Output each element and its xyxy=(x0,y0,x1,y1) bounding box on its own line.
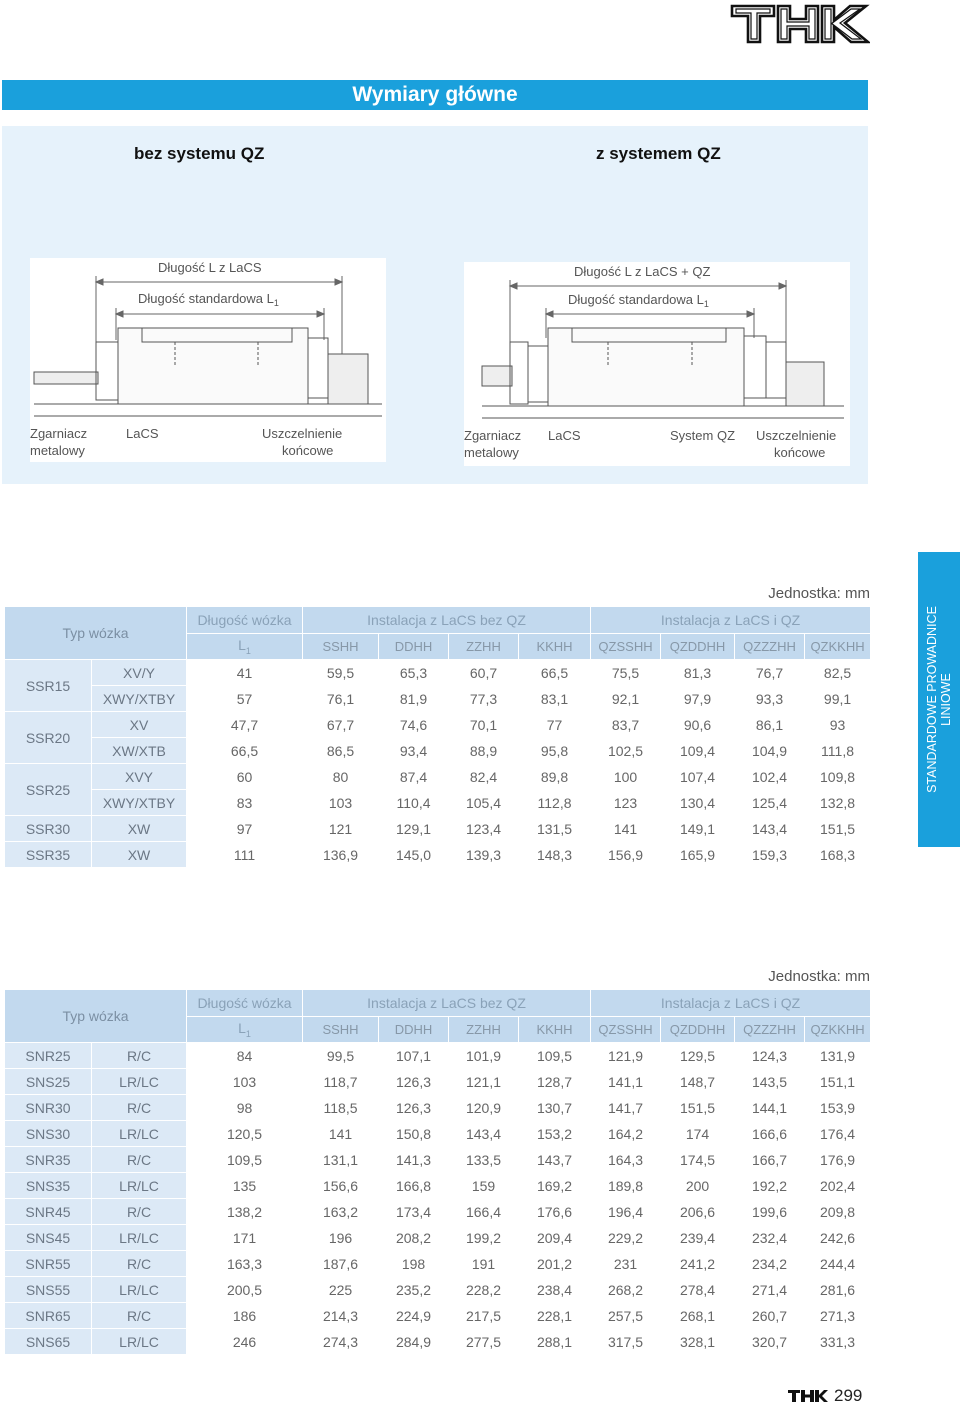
column-header-qzkkhh: QZKKHH xyxy=(805,1017,871,1043)
value-cell: 153,2 xyxy=(519,1121,591,1147)
model-name: SNS25 xyxy=(5,1069,92,1095)
model-name: SNR65 xyxy=(5,1303,92,1329)
value-cell: 159,3 xyxy=(735,842,805,868)
value-cell: 260,7 xyxy=(735,1303,805,1329)
thk-logo-small xyxy=(788,1389,828,1403)
value-cell: 186 xyxy=(187,1303,303,1329)
block-variant: XV/Y xyxy=(92,660,187,686)
value-cell: 93,4 xyxy=(379,738,449,764)
value-cell: 89,8 xyxy=(519,764,591,790)
value-cell: 107,4 xyxy=(661,764,735,790)
value-cell: 83,7 xyxy=(591,712,661,738)
value-cell: 209,4 xyxy=(519,1225,591,1251)
column-header-qzddhh: QZDDHH xyxy=(661,1017,735,1043)
value-cell: 103 xyxy=(187,1069,303,1095)
value-cell: 59,5 xyxy=(303,660,379,686)
value-cell: 81,3 xyxy=(661,660,735,686)
value-cell: 284,9 xyxy=(379,1329,449,1355)
table-row xyxy=(5,738,871,764)
value-cell: 145,0 xyxy=(379,842,449,868)
table-row xyxy=(5,1251,871,1277)
value-cell: 84 xyxy=(187,1043,303,1069)
value-cell: 104,9 xyxy=(735,738,805,764)
value-cell: 196 xyxy=(303,1225,379,1251)
column-header-zzhh: ZZHH xyxy=(449,1017,519,1043)
subtitle-without-qz: bez systemu QZ xyxy=(134,144,265,163)
column-header-qzsshh: QZSSHH xyxy=(591,634,661,660)
model-name: SNR55 xyxy=(5,1251,92,1277)
value-cell: 118,7 xyxy=(303,1069,379,1095)
value-cell: 166,8 xyxy=(379,1173,449,1199)
table-row xyxy=(5,1303,871,1329)
value-cell: 123,4 xyxy=(449,816,519,842)
section-side-tab xyxy=(918,552,960,847)
value-cell: 105,4 xyxy=(449,790,519,816)
value-cell: 192,2 xyxy=(735,1173,805,1199)
value-cell: 163,2 xyxy=(303,1199,379,1225)
value-cell: 169,2 xyxy=(519,1173,591,1199)
value-cell: 90,6 xyxy=(661,712,735,738)
column-header-qzzzhh: QZZZHH xyxy=(735,1017,805,1043)
value-cell: 87,4 xyxy=(379,764,449,790)
value-cell: 97 xyxy=(187,816,303,842)
value-cell: 176,6 xyxy=(519,1199,591,1225)
length-label: Długość L z LaCS + QZ xyxy=(574,264,711,279)
value-cell: 159 xyxy=(449,1173,519,1199)
value-cell: 214,3 xyxy=(303,1303,379,1329)
value-cell: 320,7 xyxy=(735,1329,805,1355)
value-cell: 99,1 xyxy=(805,686,871,712)
column-header-qzddhh: QZDDHH xyxy=(661,634,735,660)
model-name: SSR30 xyxy=(5,816,92,842)
value-cell: 41 xyxy=(187,660,303,686)
table-row xyxy=(5,1329,871,1355)
value-cell: 176,9 xyxy=(805,1147,871,1173)
column-header-sshh: SSHH xyxy=(303,634,379,660)
value-cell: 60 xyxy=(187,764,303,790)
header-group-with-qz: Instalacja z LaCS i QZ xyxy=(591,607,871,634)
value-cell: 118,5 xyxy=(303,1095,379,1121)
value-cell: 141,1 xyxy=(591,1069,661,1095)
value-cell: 317,5 xyxy=(591,1329,661,1355)
value-cell: 163,3 xyxy=(187,1251,303,1277)
block-variant: LR/LC xyxy=(92,1225,187,1251)
subtitle-with-qz: z systemem QZ xyxy=(596,144,721,163)
value-cell: 82,4 xyxy=(449,764,519,790)
value-cell: 241,2 xyxy=(661,1251,735,1277)
block-variant: LR/LC xyxy=(92,1173,187,1199)
column-header-ddhh: DDHH xyxy=(379,1017,449,1043)
value-cell: 130,7 xyxy=(519,1095,591,1121)
value-cell: 271,4 xyxy=(735,1277,805,1303)
model-name: SSR20 xyxy=(5,712,92,764)
value-cell: 102,5 xyxy=(591,738,661,764)
value-cell: 143,4 xyxy=(735,816,805,842)
value-cell: 143,7 xyxy=(519,1147,591,1173)
value-cell: 126,3 xyxy=(379,1069,449,1095)
value-cell: 156,9 xyxy=(591,842,661,868)
svg-text:Uszczelnienie: Uszczelnienie xyxy=(756,428,837,443)
value-cell: 278,4 xyxy=(661,1277,735,1303)
block-variant: XW xyxy=(92,842,187,868)
model-name: SNS35 xyxy=(5,1173,92,1199)
value-cell: 111 xyxy=(187,842,303,868)
value-cell: 232,4 xyxy=(735,1225,805,1251)
block-drawing-without-qz xyxy=(30,258,386,462)
table-row xyxy=(5,1043,871,1069)
page-title: Wymiary główne xyxy=(2,80,868,110)
value-cell: 57 xyxy=(187,686,303,712)
table1-unit: Jednostka: mm xyxy=(768,585,870,602)
value-cell: 228,1 xyxy=(519,1303,591,1329)
value-cell: 189,8 xyxy=(591,1173,661,1199)
value-cell: 109,5 xyxy=(519,1043,591,1069)
value-cell: 120,5 xyxy=(187,1121,303,1147)
value-cell: 129,5 xyxy=(661,1043,735,1069)
value-cell: 148,3 xyxy=(519,842,591,868)
value-cell: 136,9 xyxy=(303,842,379,868)
value-cell: 99,5 xyxy=(303,1043,379,1069)
value-cell: 150,8 xyxy=(379,1121,449,1147)
value-cell: 74,6 xyxy=(379,712,449,738)
value-cell: 128,7 xyxy=(519,1069,591,1095)
value-cell: 80 xyxy=(303,764,379,790)
value-cell: 149,1 xyxy=(661,816,735,842)
value-cell: 231 xyxy=(591,1251,661,1277)
value-cell: 103 xyxy=(303,790,379,816)
block-variant: LR/LC xyxy=(92,1121,187,1147)
svg-text:końcowe: końcowe xyxy=(282,443,334,458)
block-variant: R/C xyxy=(92,1251,187,1277)
value-cell: 206,6 xyxy=(661,1199,735,1225)
table-row xyxy=(5,816,871,842)
value-cell: 141,3 xyxy=(379,1147,449,1173)
value-cell: 88,9 xyxy=(449,738,519,764)
value-cell: 164,3 xyxy=(591,1147,661,1173)
model-name: SSR15 xyxy=(5,660,92,712)
value-cell: 121 xyxy=(303,816,379,842)
model-name: SSR35 xyxy=(5,842,92,868)
block-variant: R/C xyxy=(92,1095,187,1121)
side-tab-line-2: LINIOWE xyxy=(939,673,953,726)
table-row xyxy=(5,1095,871,1121)
value-cell: 138,2 xyxy=(187,1199,303,1225)
value-cell: 328,1 xyxy=(661,1329,735,1355)
model-name: SNS65 xyxy=(5,1329,92,1355)
value-cell: 166,4 xyxy=(449,1199,519,1225)
value-cell: 135 xyxy=(187,1173,303,1199)
svg-text:końcowe: końcowe xyxy=(774,445,826,460)
value-cell: 228,2 xyxy=(449,1277,519,1303)
value-cell: 109,5 xyxy=(187,1147,303,1173)
value-cell: 129,1 xyxy=(379,816,449,842)
value-cell: 200,5 xyxy=(187,1277,303,1303)
table-row xyxy=(5,764,871,790)
header-group-without-qz: Instalacja z LaCS bez QZ xyxy=(303,990,591,1017)
value-cell: 47,7 xyxy=(187,712,303,738)
value-cell: 148,7 xyxy=(661,1069,735,1095)
value-cell: 274,3 xyxy=(303,1329,379,1355)
side-tab-line-1: STANDARDOWE PROWADNICE xyxy=(925,606,939,793)
value-cell: 65,3 xyxy=(379,660,449,686)
block-drawing-with-qz xyxy=(464,262,850,466)
value-cell: 66,5 xyxy=(187,738,303,764)
header-l1: $L_1$ xyxy=(187,634,303,660)
model-name: SNR35 xyxy=(5,1147,92,1173)
value-cell: 288,1 xyxy=(519,1329,591,1355)
model-name: SNS45 xyxy=(5,1225,92,1251)
value-cell: 125,4 xyxy=(735,790,805,816)
value-cell: 124,3 xyxy=(735,1043,805,1069)
value-cell: 176,4 xyxy=(805,1121,871,1147)
value-cell: 173,4 xyxy=(379,1199,449,1225)
column-header-qzzzhh: QZZZHH xyxy=(735,634,805,660)
value-cell: 166,6 xyxy=(735,1121,805,1147)
value-cell: 93 xyxy=(805,712,871,738)
value-cell: 171 xyxy=(187,1225,303,1251)
value-cell: 217,5 xyxy=(449,1303,519,1329)
header-l1: $L_1$ xyxy=(187,1017,303,1043)
block-variant: XWY/XTBY xyxy=(92,790,187,816)
value-cell: 60,7 xyxy=(449,660,519,686)
value-cell: 141,7 xyxy=(591,1095,661,1121)
column-header-kkhh: KKHH xyxy=(519,1017,591,1043)
value-cell: 168,3 xyxy=(805,842,871,868)
value-cell: 141 xyxy=(303,1121,379,1147)
value-cell: 268,2 xyxy=(591,1277,661,1303)
block-variant: R/C xyxy=(92,1043,187,1069)
value-cell: 198 xyxy=(379,1251,449,1277)
value-cell: 82,5 xyxy=(805,660,871,686)
value-cell: 199,6 xyxy=(735,1199,805,1225)
value-cell: 83,1 xyxy=(519,686,591,712)
column-header-kkhh: KKHH xyxy=(519,634,591,660)
value-cell: 100 xyxy=(591,764,661,790)
value-cell: 268,1 xyxy=(661,1303,735,1329)
value-cell: 166,7 xyxy=(735,1147,805,1173)
svg-text:System QZ: System QZ xyxy=(670,428,736,443)
table-row xyxy=(5,660,871,686)
svg-text:metalowy: metalowy xyxy=(30,443,85,458)
header-group-with-qz: Instalacja z LaCS i QZ xyxy=(591,990,871,1017)
header-type: Typ wózka xyxy=(5,990,187,1043)
value-cell: 199,2 xyxy=(449,1225,519,1251)
value-cell: 277,5 xyxy=(449,1329,519,1355)
header-length: Długość wózka xyxy=(187,990,303,1017)
value-cell: 97,9 xyxy=(661,686,735,712)
value-cell: 202,4 xyxy=(805,1173,871,1199)
svg-text:metalowy: metalowy xyxy=(464,445,519,460)
table-row xyxy=(5,1173,871,1199)
value-cell: 257,5 xyxy=(591,1303,661,1329)
value-cell: 235,2 xyxy=(379,1277,449,1303)
thk-logo xyxy=(730,2,870,46)
value-cell: 120,9 xyxy=(449,1095,519,1121)
length-label: Długość L z LaCS xyxy=(158,260,262,275)
value-cell: 121,9 xyxy=(591,1043,661,1069)
standard-length-label: Długość standardowa $L_1$ xyxy=(138,291,279,308)
value-cell: 131,9 xyxy=(805,1043,871,1069)
table-row xyxy=(5,1147,871,1173)
value-cell: 76,1 xyxy=(303,686,379,712)
value-cell: 244,4 xyxy=(805,1251,871,1277)
value-cell: 109,4 xyxy=(661,738,735,764)
value-cell: 156,6 xyxy=(303,1173,379,1199)
value-cell: 70,1 xyxy=(449,712,519,738)
value-cell: 76,7 xyxy=(735,660,805,686)
value-cell: 144,1 xyxy=(735,1095,805,1121)
table-row xyxy=(5,1277,871,1303)
value-cell: 131,1 xyxy=(303,1147,379,1173)
svg-text:LaCS: LaCS xyxy=(126,426,159,441)
value-cell: 141 xyxy=(591,816,661,842)
value-cell: 75,5 xyxy=(591,660,661,686)
value-cell: 143,5 xyxy=(735,1069,805,1095)
table-row xyxy=(5,790,871,816)
block-variant: XVY xyxy=(92,764,187,790)
value-cell: 242,6 xyxy=(805,1225,871,1251)
value-cell: 191 xyxy=(449,1251,519,1277)
table-row xyxy=(5,842,871,868)
block-variant: R/C xyxy=(92,1199,187,1225)
value-cell: 174 xyxy=(661,1121,735,1147)
value-cell: 93,3 xyxy=(735,686,805,712)
block-variant: XV xyxy=(92,712,187,738)
page-number: 299 xyxy=(834,1386,863,1405)
block-variant: LR/LC xyxy=(92,1069,187,1095)
value-cell: 95,8 xyxy=(519,738,591,764)
value-cell: 143,4 xyxy=(449,1121,519,1147)
value-cell: 107,1 xyxy=(379,1043,449,1069)
svg-text:Uszczelnienie: Uszczelnienie xyxy=(262,426,343,441)
value-cell: 109,8 xyxy=(805,764,871,790)
value-cell: 121,1 xyxy=(449,1069,519,1095)
value-cell: 112,8 xyxy=(519,790,591,816)
value-cell: 225 xyxy=(303,1277,379,1303)
model-name: SNR30 xyxy=(5,1095,92,1121)
value-cell: 196,4 xyxy=(591,1199,661,1225)
value-cell: 98 xyxy=(187,1095,303,1121)
table-row xyxy=(5,1199,871,1225)
value-cell: 123 xyxy=(591,790,661,816)
model-name: SNS30 xyxy=(5,1121,92,1147)
value-cell: 164,2 xyxy=(591,1121,661,1147)
header-type: Typ wózka xyxy=(5,607,187,660)
value-cell: 208,2 xyxy=(379,1225,449,1251)
model-name: SNR25 xyxy=(5,1043,92,1069)
block-variant: XWY/XTBY xyxy=(92,686,187,712)
column-header-zzhh: ZZHH xyxy=(449,634,519,660)
value-cell: 153,9 xyxy=(805,1095,871,1121)
value-cell: 174,5 xyxy=(661,1147,735,1173)
value-cell: 132,8 xyxy=(805,790,871,816)
value-cell: 130,4 xyxy=(661,790,735,816)
value-cell: 139,3 xyxy=(449,842,519,868)
table-ssr-dimensions xyxy=(4,606,871,868)
value-cell: 209,8 xyxy=(805,1199,871,1225)
value-cell: 229,2 xyxy=(591,1225,661,1251)
svg-text:Zgarniacz: Zgarniacz xyxy=(30,426,88,441)
drawings-panel xyxy=(2,126,868,484)
value-cell: 151,1 xyxy=(805,1069,871,1095)
table2-unit: Jednostka: mm xyxy=(768,968,870,985)
page-footer xyxy=(788,1386,862,1406)
value-cell: 165,9 xyxy=(661,842,735,868)
value-cell: 83 xyxy=(187,790,303,816)
value-cell: 77 xyxy=(519,712,591,738)
block-variant: R/C xyxy=(92,1303,187,1329)
table-snr-sns-dimensions xyxy=(4,989,871,1355)
value-cell: 246 xyxy=(187,1329,303,1355)
value-cell: 201,2 xyxy=(519,1251,591,1277)
block-variant: R/C xyxy=(92,1147,187,1173)
table-row xyxy=(5,1121,871,1147)
value-cell: 271,3 xyxy=(805,1303,871,1329)
value-cell: 331,3 xyxy=(805,1329,871,1355)
standard-length-label: Długość standardowa $L_1$ xyxy=(568,292,709,309)
table-row xyxy=(5,1225,871,1251)
column-header-qzkkhh: QZKKHH xyxy=(805,634,871,660)
value-cell: 151,5 xyxy=(805,816,871,842)
value-cell: 86,1 xyxy=(735,712,805,738)
table-row xyxy=(5,712,871,738)
value-cell: 131,5 xyxy=(519,816,591,842)
value-cell: 111,8 xyxy=(805,738,871,764)
column-header-qzsshh: QZSSHH xyxy=(591,1017,661,1043)
value-cell: 102,4 xyxy=(735,764,805,790)
table-row xyxy=(5,686,871,712)
model-name: SSR25 xyxy=(5,764,92,816)
value-cell: 126,3 xyxy=(379,1095,449,1121)
value-cell: 67,7 xyxy=(303,712,379,738)
column-header-sshh: SSHH xyxy=(303,1017,379,1043)
value-cell: 77,3 xyxy=(449,686,519,712)
block-variant: XW/XTB xyxy=(92,738,187,764)
column-header-ddhh: DDHH xyxy=(379,634,449,660)
value-cell: 133,5 xyxy=(449,1147,519,1173)
value-cell: 86,5 xyxy=(303,738,379,764)
value-cell: 66,5 xyxy=(519,660,591,686)
svg-text:Zgarniacz: Zgarniacz xyxy=(464,428,522,443)
value-cell: 238,4 xyxy=(519,1277,591,1303)
model-name: SNR45 xyxy=(5,1199,92,1225)
value-cell: 101,9 xyxy=(449,1043,519,1069)
block-variant: LR/LC xyxy=(92,1277,187,1303)
value-cell: 224,9 xyxy=(379,1303,449,1329)
svg-text:LaCS: LaCS xyxy=(548,428,581,443)
value-cell: 239,4 xyxy=(661,1225,735,1251)
value-cell: 281,6 xyxy=(805,1277,871,1303)
header-length: Długość wózka xyxy=(187,607,303,634)
value-cell: 151,5 xyxy=(661,1095,735,1121)
value-cell: 81,9 xyxy=(379,686,449,712)
block-variant: LR/LC xyxy=(92,1329,187,1355)
table-row xyxy=(5,1069,871,1095)
model-name: SNS55 xyxy=(5,1277,92,1303)
header-group-without-qz: Instalacja z LaCS bez QZ xyxy=(303,607,591,634)
value-cell: 234,2 xyxy=(735,1251,805,1277)
value-cell: 92,1 xyxy=(591,686,661,712)
block-variant: XW xyxy=(92,816,187,842)
value-cell: 110,4 xyxy=(379,790,449,816)
value-cell: 200 xyxy=(661,1173,735,1199)
value-cell: 187,6 xyxy=(303,1251,379,1277)
